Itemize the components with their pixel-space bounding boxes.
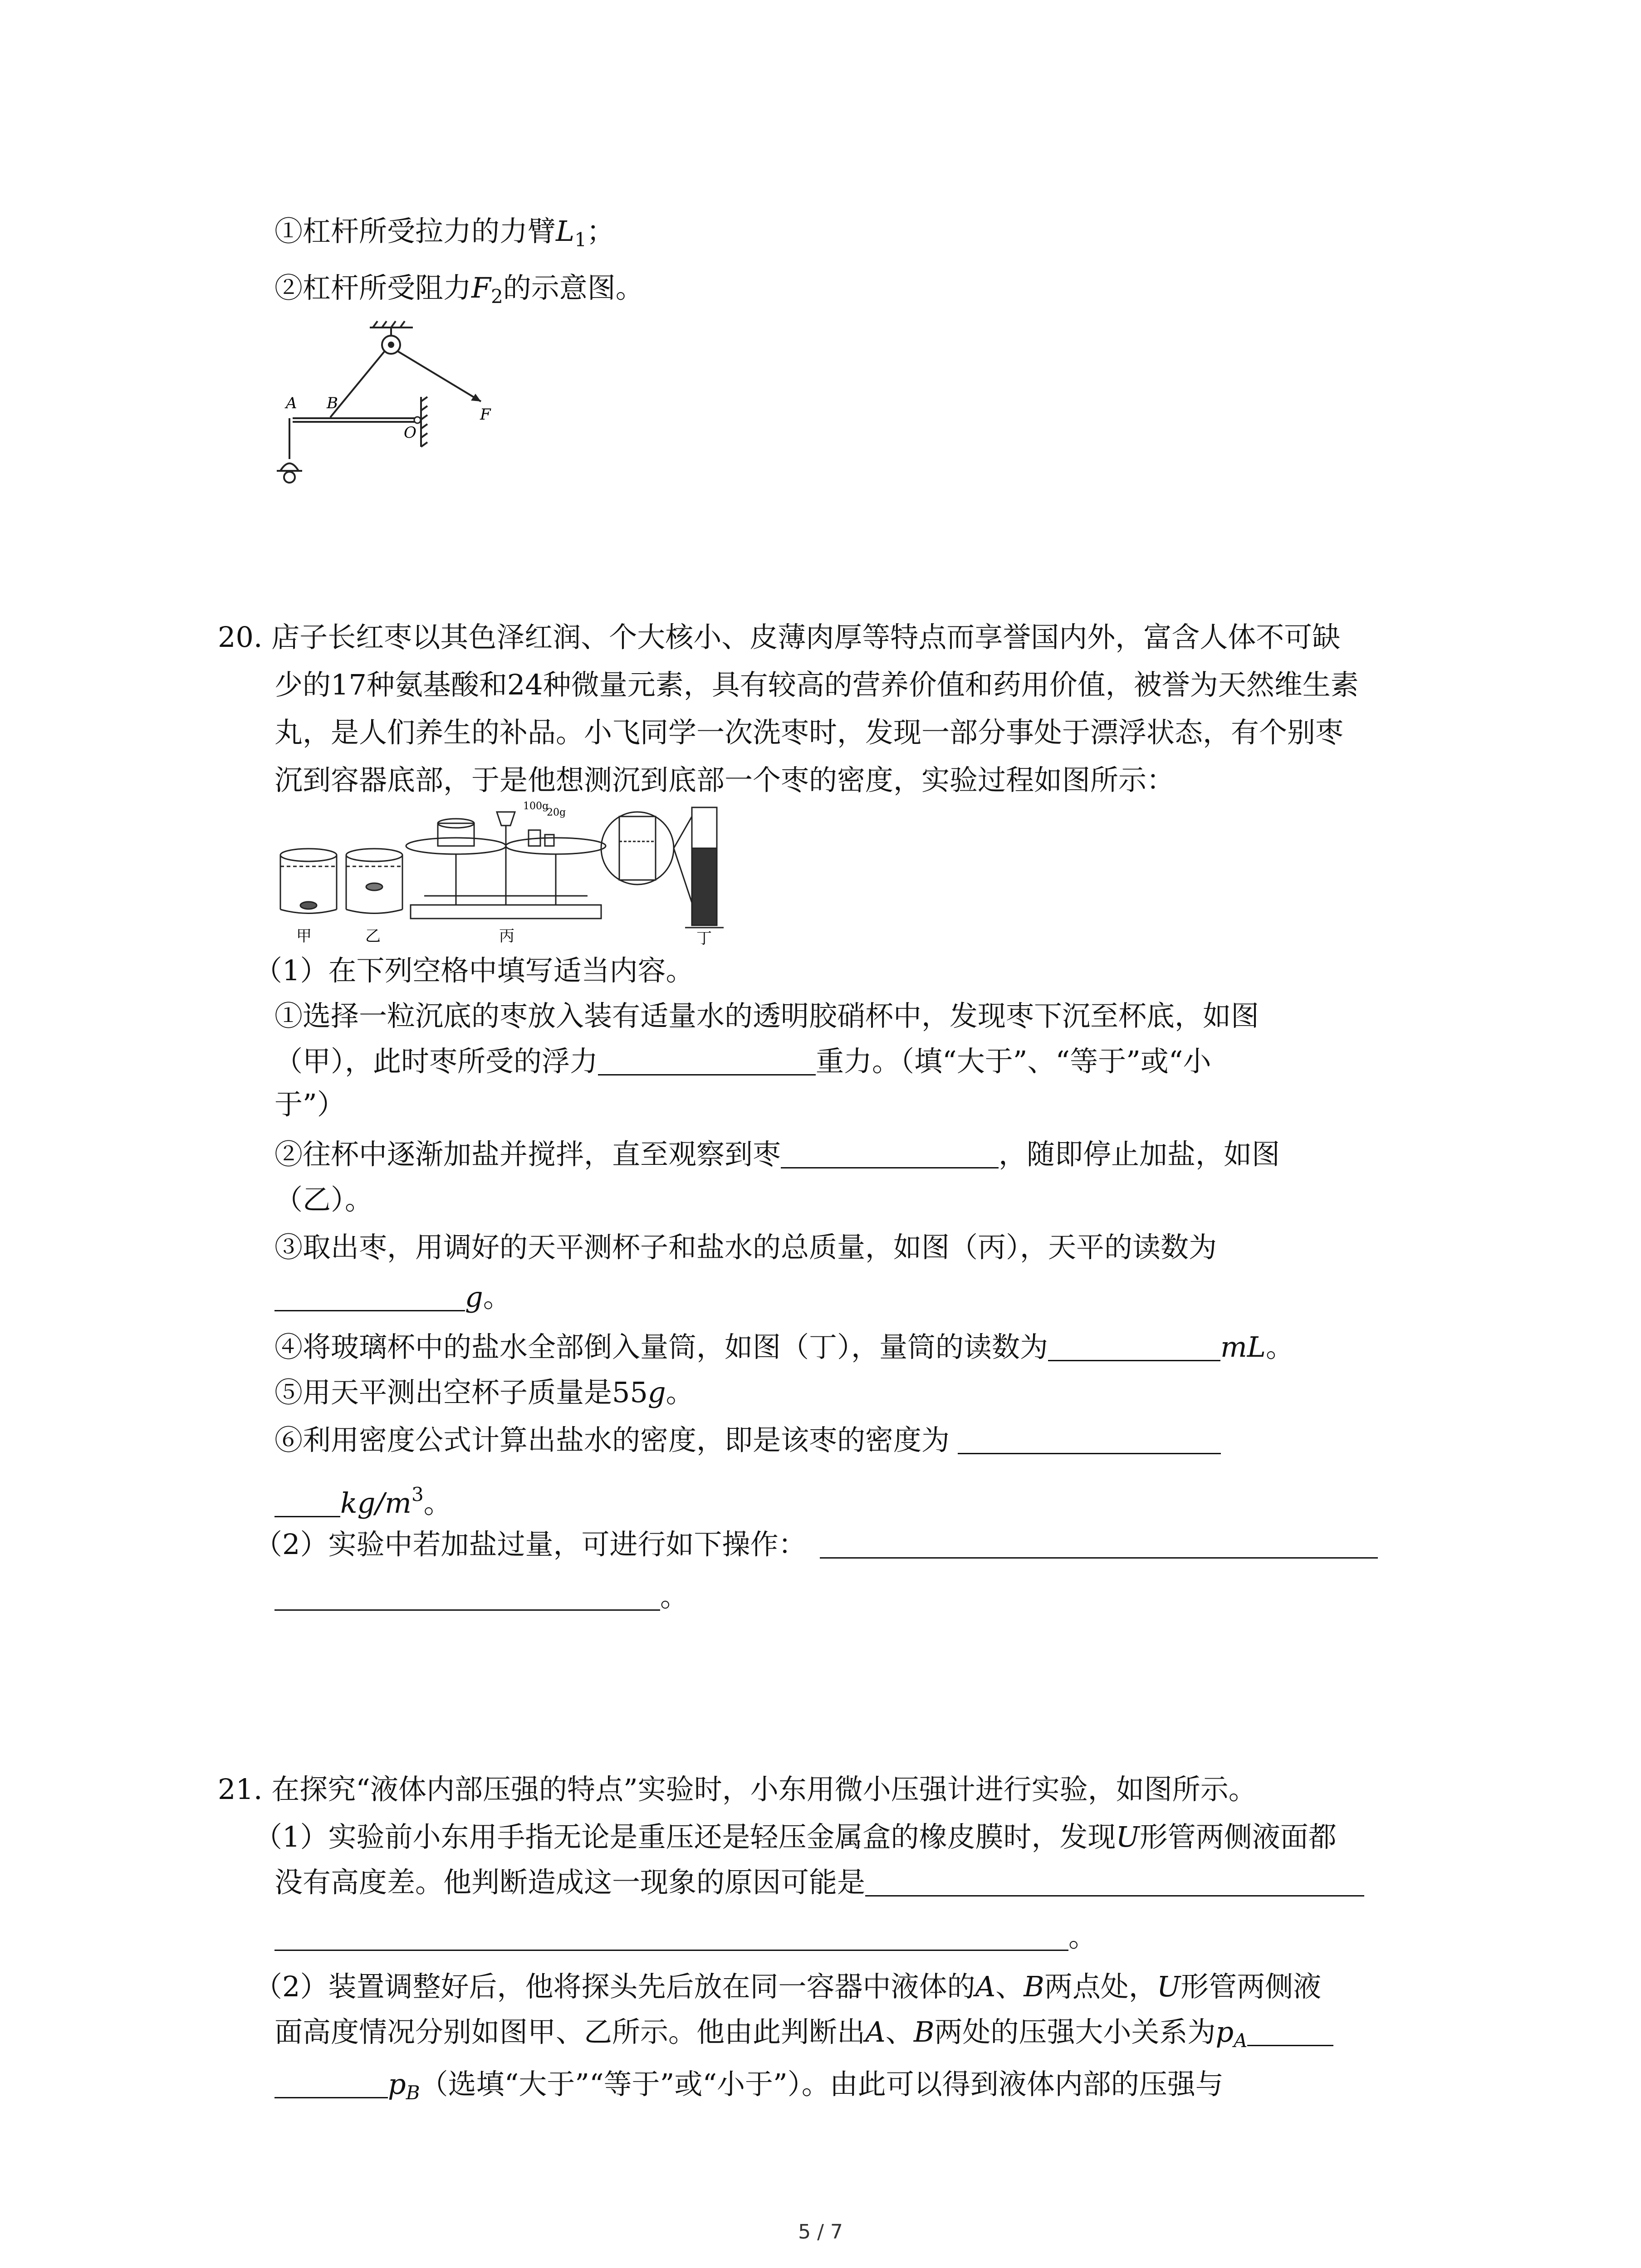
q21-p1c-end: 。 <box>1068 1920 1097 1953</box>
q20-step6-b <box>274 1476 452 1521</box>
q21-part2-a <box>254 1969 1321 2005</box>
lever-label-f: F <box>480 406 491 424</box>
q20-step5-pre: ⑤用天平测出空杯子质量是55 <box>274 1376 648 1409</box>
q20-part2-text: （2）实验中若加盐过量，可进行如下操作： <box>254 1528 807 1561</box>
weight-label-20g: 20g <box>547 807 566 818</box>
fig-label-bing: 丙 <box>499 927 514 945</box>
q21-p2b-mid: 、 <box>885 2015 914 2048</box>
q19-line-1 <box>274 213 615 258</box>
q20-step6-unit: kg/m <box>340 1486 411 1520</box>
q20-step5-end: 。 <box>666 1376 694 1409</box>
q20-step2-a-post: ，随即停止加盐，如图 <box>999 1138 1280 1171</box>
answer-blank-pressure[interactable] <box>1247 2017 1333 2046</box>
q21-p2a-a: A <box>975 1970 996 2003</box>
q21-p2c-sub: B <box>406 2082 420 2104</box>
q21-p1a-var: U <box>1116 1820 1140 1853</box>
q21-p2a-end: 形管两侧液 <box>1181 1970 1322 2003</box>
q21-p2b-a: A <box>865 2015 886 2048</box>
q20-step2-b: （乙）。 <box>274 1183 373 1216</box>
q21-p2b-sub: A <box>1234 2029 1248 2052</box>
q20-part2 <box>254 1526 1378 1563</box>
q20-step6-end: 。 <box>423 1486 452 1520</box>
weight-label-100g: 100g <box>523 801 549 812</box>
answer-blank-volume[interactable] <box>1048 1332 1220 1361</box>
q20-step3-unit: g <box>465 1281 483 1314</box>
q21-p2a-mid: 、 <box>995 1970 1024 2003</box>
answer-blank-excess-salt[interactable] <box>820 1529 1378 1559</box>
q19-l1-var: L <box>556 215 575 248</box>
q20-stem-1: 20. 店子长红枣以其色泽红润、个大核小、皮薄肉厚等特点而享誉国内外，富含人体不可缺 <box>218 621 1341 654</box>
answer-blank-excess-salt-cont[interactable] <box>274 1581 660 1611</box>
q21-part2-b <box>274 2014 1333 2059</box>
answer-blank-density[interactable] <box>958 1425 1221 1454</box>
q19-l2-suffix: 的示意图。 <box>503 271 644 304</box>
q20-step4-pre: ④将玻璃杯中的盐水全部倒入量筒，如图（丁），量筒的读数为 <box>274 1330 1048 1364</box>
q20-step5 <box>274 1374 694 1411</box>
fig-label-yi: 乙 <box>365 927 381 945</box>
q21-part1-b <box>274 1864 1364 1901</box>
answer-blank-reason-cont[interactable] <box>274 1921 1068 1951</box>
q21-stem: 21. 在探究“液体内部压强的特点”实验时，小东用微小压强计进行实验，如图所示。 <box>218 1773 1257 1806</box>
q21-p2b-b: B <box>913 2015 935 2048</box>
fig-label-jia: 甲 <box>296 927 312 945</box>
q21-p1a-pre: （1）实验前小东用手指无论是重压还是轻压金属盒的橡皮膜时，发现 <box>254 1820 1116 1853</box>
q20-step4-unit: mL <box>1220 1330 1266 1364</box>
q19-l2-var: F <box>471 271 491 304</box>
q20-stem-4: 沉到容器底部，于是他想测沉到底部一个枣的密度，实验过程如图所示： <box>274 763 1175 797</box>
q21-p2b-post: 两处的压强大小关系为 <box>934 2015 1216 2048</box>
q20-step4 <box>274 1329 1294 1365</box>
q19-l2-text: ②杠杆所受阻力 <box>274 271 472 304</box>
q21-p2a-post: 两点处， <box>1044 1970 1157 2003</box>
q20-stem-3: 丸，是人们养生的补品。小飞同学一次洗枣时，发现一部分事处于漂浮状态，有个别枣 <box>274 716 1344 749</box>
page-number: 5 / 7 <box>798 2220 843 2244</box>
q21-p2c-post: （选填“大于”“等于”或“小于”）。由此可以得到液体内部的压强与 <box>420 2068 1224 2101</box>
q20-step4-end: 。 <box>1265 1330 1294 1364</box>
q21-p2a-b: B <box>1024 1970 1044 2003</box>
lever-label-b: B <box>327 394 338 412</box>
q21-p2c-p: p <box>388 2068 406 2101</box>
q20-step2-a-pre: ②往杯中逐渐加盐并搅拌，直至观察到枣 <box>274 1138 781 1171</box>
q20-step3-a: ③取出枣，用调好的天平测杯子和盐水的总质量，如图（丙），天平的读数为 <box>274 1231 1217 1264</box>
q20-step5-unit: g <box>647 1376 666 1409</box>
q20-step1-b <box>274 1043 1211 1080</box>
answer-blank-date-state[interactable] <box>781 1139 999 1168</box>
q19-l1-sub: 1 <box>574 229 587 251</box>
q19-line-2 <box>274 270 644 315</box>
answer-blank-pressure-cont[interactable] <box>274 2069 388 2098</box>
q20-step3-end: 。 <box>483 1281 511 1314</box>
fig-label-ding: 丁 <box>696 929 712 948</box>
q21-p2a-u: U <box>1156 1970 1181 2003</box>
lever-label-o: O <box>404 424 416 442</box>
q20-part2-cont <box>274 1579 688 1615</box>
q20-part1-heading: （1）在下列空格中填写适当内容。 <box>254 954 694 987</box>
q20-step2-a <box>274 1136 1280 1173</box>
q21-p2b-p: p <box>1215 2015 1234 2048</box>
q21-part1-c <box>274 1919 1097 1955</box>
answer-blank-density-cont[interactable] <box>274 1488 340 1517</box>
q20-step3-b <box>274 1279 511 1315</box>
answer-blank-mass[interactable] <box>274 1282 465 1311</box>
q21-p2a-pre: （2）装置调整好后，他将探头先后放在同一容器中液体的 <box>254 1970 975 2003</box>
lever-figure <box>268 318 522 499</box>
q20-step1-a: ①选择一粒沉底的枣放入装有适量水的透明胶硝杯中，发现枣下沉至杯底，如图 <box>274 999 1259 1032</box>
q20-step1-b-pre: （甲），此时枣所受的浮力 <box>274 1045 598 1078</box>
q20-step6-exp: 3 <box>411 1483 424 1505</box>
q20-step6-a-text: ⑥利用密度公式计算出盐水的密度，即是该枣的密度为 <box>274 1423 950 1457</box>
q21-p1a-post: 形管两侧液面都 <box>1139 1820 1337 1853</box>
answer-blank-reason[interactable] <box>865 1867 1364 1897</box>
q21-part2-c <box>274 2066 1224 2111</box>
answer-blank-buoyancy[interactable] <box>598 1046 816 1075</box>
q20-step1-b-post: 重力。（填“大于”、“等于”或“小 <box>816 1045 1211 1078</box>
experiment-figure <box>274 798 755 948</box>
q19-l1-suffix: ； <box>586 215 615 248</box>
lever-label-a: A <box>286 394 297 412</box>
q19-l2-sub: 2 <box>491 285 503 308</box>
q21-p1b-text: 没有高度差。他判断造成这一现象的原因可能是 <box>274 1866 866 1899</box>
q19-l1-text: ①杠杆所受拉力的力臂 <box>274 215 556 248</box>
q20-step1-c: 于”） <box>274 1088 345 1121</box>
q20-part2-end: 。 <box>660 1580 689 1613</box>
q21-part1-a <box>254 1819 1337 1855</box>
q20-step6-a <box>274 1422 1221 1458</box>
q21-p2b-pre: 面高度情况分别如图甲、乙所示。他由此判断出 <box>274 2015 866 2048</box>
q20-stem-2: 少的17种氨基酸和24种微量元素，具有较高的营养价值和药用价值，被誉为天然维生素 <box>274 668 1359 701</box>
